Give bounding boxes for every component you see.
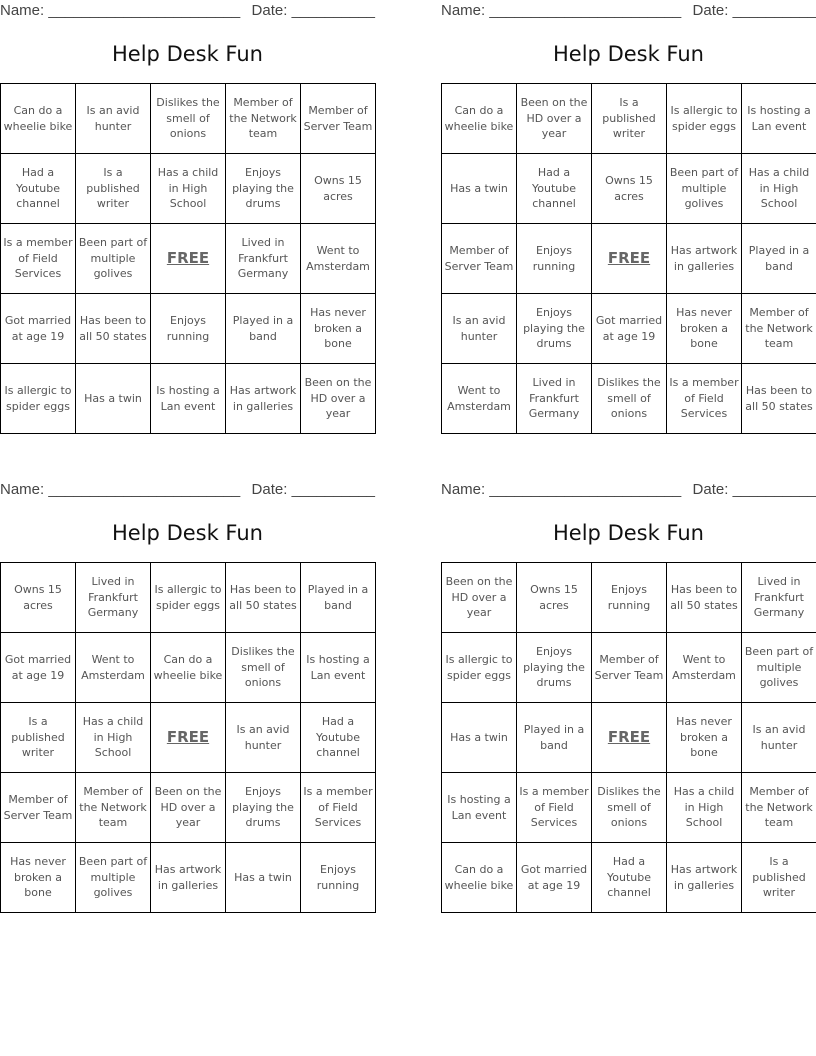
- free-space: FREE: [151, 703, 226, 773]
- bingo-cell: Been part of multiple golives: [76, 224, 151, 294]
- grid-row: [442, 563, 816, 633]
- bingo-cell: Is allergic to spider eggs: [442, 633, 517, 703]
- bingo-cell: Is allergic to spider eggs: [1, 364, 76, 434]
- bingo-cell: Owns 15 acres: [1, 563, 76, 633]
- bingo-cell: Has been to all 50 states: [76, 294, 151, 364]
- bingo-cell: Member of Server Team: [1, 773, 76, 843]
- grid-row: [442, 84, 816, 154]
- bingo-cell: Has a twin: [442, 703, 517, 773]
- date-field: Date: __________: [251, 2, 375, 19]
- bingo-cell: Lived in Frankfurt Germany: [742, 563, 816, 633]
- grid-row: [1, 703, 376, 773]
- bingo-cell: Went to Amsterdam: [76, 633, 151, 703]
- bingo-cell: Played in a band: [517, 703, 592, 773]
- name-field: Name: _______________________: [0, 2, 241, 19]
- bingo-cell: Dislikes the smell of onions: [151, 84, 226, 154]
- date-field: Date: __________: [692, 481, 816, 498]
- bingo-cell: Went to Amsterdam: [301, 224, 376, 294]
- bingo-cell: Dislikes the smell of onions: [226, 633, 301, 703]
- bingo-cell: Been part of multiple golives: [76, 843, 151, 913]
- bingo-cell: Member of Server Team: [442, 224, 517, 294]
- bingo-cell: Owns 15 acres: [592, 154, 667, 224]
- bingo-cell: Is allergic to spider eggs: [667, 84, 742, 154]
- bingo-cell: Lived in Frankfurt Germany: [226, 224, 301, 294]
- bingo-cell: Member of the Network team: [76, 773, 151, 843]
- bingo-cell: Been on the HD over a year: [442, 563, 517, 633]
- bingo-cell: Enjoys playing the drums: [517, 294, 592, 364]
- bingo-cell: Is hosting a Lan event: [151, 364, 226, 434]
- grid-row: [1, 633, 376, 703]
- bingo-cell: Got married at age 19: [592, 294, 667, 364]
- bingo-cell: Is hosting a Lan event: [301, 633, 376, 703]
- bingo-cell: Has been to all 50 states: [667, 563, 742, 633]
- bingo-cell: Been on the HD over a year: [301, 364, 376, 434]
- bingo-cell: Member of Server Team: [301, 84, 376, 154]
- bingo-cell: Had a Youtube channel: [517, 154, 592, 224]
- bingo-cell: Is hosting a Lan event: [442, 773, 517, 843]
- date-field: Date: __________: [251, 481, 375, 498]
- bingo-cell: Is hosting a Lan event: [742, 84, 816, 154]
- bingo-cell: Has a child in High School: [76, 703, 151, 773]
- bingo-cell: Has been to all 50 states: [742, 364, 816, 434]
- bingo-cell: Has a child in High School: [667, 773, 742, 843]
- grid-row: [442, 294, 816, 364]
- card-title: Help Desk Fun: [553, 42, 704, 66]
- bingo-cell: Been part of multiple golives: [742, 633, 816, 703]
- bingo-grid: [0, 562, 376, 913]
- bingo-cell: Can do a wheelie bike: [151, 633, 226, 703]
- bingo-cell: Member of Server Team: [592, 633, 667, 703]
- bingo-cell: Enjoys playing the drums: [226, 773, 301, 843]
- bingo-cell: Has a twin: [76, 364, 151, 434]
- bingo-cell: Is a member of Field Services: [301, 773, 376, 843]
- bingo-grid: [0, 83, 376, 434]
- grid-row: [1, 364, 376, 434]
- grid-row: [442, 843, 816, 913]
- bingo-cell: Has a child in High School: [151, 154, 226, 224]
- free-space: FREE: [592, 703, 667, 773]
- bingo-cell: Member of the Network team: [742, 294, 816, 364]
- bingo-grid: [441, 562, 816, 913]
- bingo-cell: Has been to all 50 states: [226, 563, 301, 633]
- bingo-cell: Been on the HD over a year: [517, 84, 592, 154]
- bingo-cell: Dislikes the smell of onions: [592, 773, 667, 843]
- bingo-cell: Has artwork in galleries: [667, 843, 742, 913]
- bingo-cell: Enjoys playing the drums: [517, 633, 592, 703]
- grid-row: [442, 633, 816, 703]
- bingo-cell: Has never broken a bone: [1, 843, 76, 913]
- grid-row: [1, 294, 376, 364]
- bingo-cell: Is a published writer: [592, 84, 667, 154]
- bingo-cell: Played in a band: [226, 294, 301, 364]
- bingo-cell: Owns 15 acres: [301, 154, 376, 224]
- bingo-cell: Member of the Network team: [226, 84, 301, 154]
- bingo-cell: Is an avid hunter: [742, 703, 816, 773]
- bingo-cell: Can do a wheelie bike: [442, 84, 517, 154]
- grid-row: [1, 224, 376, 294]
- bingo-cell: Member of the Network team: [742, 773, 816, 843]
- free-space: FREE: [151, 224, 226, 294]
- bingo-cell: Enjoys running: [301, 843, 376, 913]
- bingo-cell: Enjoys running: [151, 294, 226, 364]
- bingo-card-2: [441, 0, 816, 433]
- bingo-cell: Has a twin: [442, 154, 517, 224]
- bingo-cell: Owns 15 acres: [517, 563, 592, 633]
- bingo-cell: Got married at age 19: [1, 294, 76, 364]
- bingo-card-1: [0, 0, 375, 433]
- bingo-cell: Enjoys playing the drums: [226, 154, 301, 224]
- grid-row: [1, 563, 376, 633]
- grid-row: [1, 84, 376, 154]
- bingo-cell: Has a twin: [226, 843, 301, 913]
- bingo-cell: Has artwork in galleries: [151, 843, 226, 913]
- card-title: Help Desk Fun: [112, 42, 263, 66]
- grid-row: [442, 154, 816, 224]
- bingo-cell: Is a published writer: [76, 154, 151, 224]
- bingo-cell: Went to Amsterdam: [667, 633, 742, 703]
- bingo-cell: Is an avid hunter: [442, 294, 517, 364]
- bingo-cell: Is a member of Field Services: [667, 364, 742, 434]
- date-field: Date: __________: [692, 2, 816, 19]
- bingo-cell: Had a Youtube channel: [301, 703, 376, 773]
- bingo-cell: Got married at age 19: [1, 633, 76, 703]
- bingo-cell: Has never broken a bone: [667, 294, 742, 364]
- bingo-cell: Lived in Frankfurt Germany: [76, 563, 151, 633]
- bingo-cell: Can do a wheelie bike: [1, 84, 76, 154]
- bingo-cell: Been on the HD over a year: [151, 773, 226, 843]
- card-title: Help Desk Fun: [112, 521, 263, 545]
- grid-row: [442, 773, 816, 843]
- bingo-cell: Has a child in High School: [742, 154, 816, 224]
- bingo-cell: Is a member of Field Services: [517, 773, 592, 843]
- bingo-cell: Got married at age 19: [517, 843, 592, 913]
- free-space: FREE: [592, 224, 667, 294]
- bingo-cell: Went to Amsterdam: [442, 364, 517, 434]
- bingo-cell: Has artwork in galleries: [667, 224, 742, 294]
- bingo-cell: Lived in Frankfurt Germany: [517, 364, 592, 434]
- bingo-cell: Had a Youtube channel: [592, 843, 667, 913]
- bingo-cell: Has artwork in galleries: [226, 364, 301, 434]
- bingo-cell: Had a Youtube channel: [1, 154, 76, 224]
- bingo-cell: Enjoys running: [517, 224, 592, 294]
- grid-row: [1, 843, 376, 913]
- bingo-cell: Can do a wheelie bike: [442, 843, 517, 913]
- bingo-grid: [441, 83, 816, 434]
- bingo-cell: Dislikes the smell of onions: [592, 364, 667, 434]
- bingo-cell: Enjoys running: [592, 563, 667, 633]
- bingo-cell: Is an avid hunter: [76, 84, 151, 154]
- bingo-cell: Is a member of Field Services: [1, 224, 76, 294]
- grid-row: [442, 224, 816, 294]
- grid-row: [1, 773, 376, 843]
- bingo-card-4: [441, 479, 816, 912]
- bingo-cell: Is a published writer: [1, 703, 76, 773]
- bingo-cell: Is allergic to spider eggs: [151, 563, 226, 633]
- bingo-cell: Is an avid hunter: [226, 703, 301, 773]
- bingo-cell: Has never broken a bone: [667, 703, 742, 773]
- grid-row: [1, 154, 376, 224]
- name-field: Name: _______________________: [441, 481, 682, 498]
- bingo-cell: Been part of multiple golives: [667, 154, 742, 224]
- bingo-card-3: [0, 479, 375, 912]
- bingo-cell: Has never broken a bone: [301, 294, 376, 364]
- bingo-cell: Played in a band: [301, 563, 376, 633]
- bingo-cell: Played in a band: [742, 224, 816, 294]
- name-field: Name: _______________________: [0, 481, 241, 498]
- card-title: Help Desk Fun: [553, 521, 704, 545]
- name-field: Name: _______________________: [441, 2, 682, 19]
- grid-row: [442, 364, 816, 434]
- grid-row: [442, 703, 816, 773]
- bingo-cell: Is a published writer: [742, 843, 816, 913]
